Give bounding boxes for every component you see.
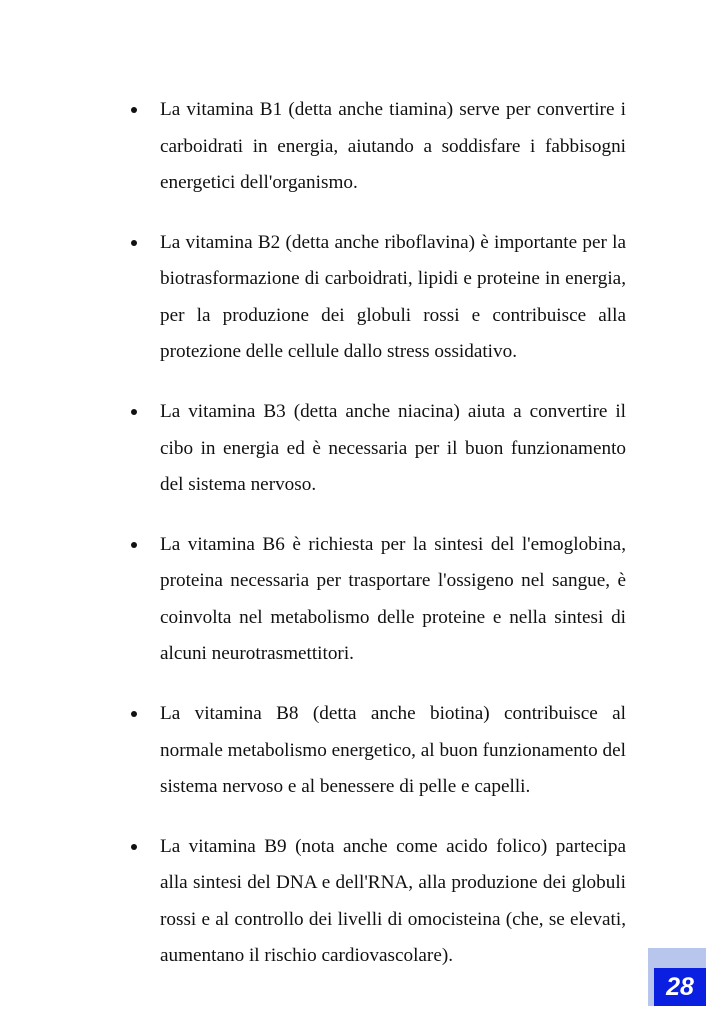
list-item-text: La vitamina B3 (detta anche niacina) aiuta a convertire il cibo in energia ed è necessaria per il buon funzionamento del sistema nervoso.	[160, 401, 626, 496]
bullet-icon	[128, 92, 140, 129]
page-number: 28	[666, 972, 694, 1001]
list-item-vitamin-b6	[128, 527, 626, 673]
bullet-icon	[128, 225, 140, 262]
list-item-text: La vitamina B8 (detta anche biotina) contribuisce al normale metabolismo energetico, al buon funzionamento del sistema nervoso e al benessere di pelle e capelli.	[160, 703, 626, 798]
list-item-vitamin-b1	[128, 92, 626, 202]
vitamin-bullet-list	[128, 92, 626, 998]
list-item-vitamin-b8	[128, 696, 626, 806]
list-item-vitamin-b3	[128, 394, 626, 504]
list-item-vitamin-b9	[128, 829, 626, 975]
list-item-text: La vitamina B1 (detta anche tiamina) serve per convertire i carboidrati in energia, aiutando a soddisfare i fabbisogni energetici dell'organismo.	[160, 99, 626, 193]
page-number-panel	[654, 968, 706, 1006]
bullet-icon	[128, 696, 140, 733]
bullet-icon	[128, 394, 140, 431]
bullet-icon	[128, 527, 140, 564]
page-number-badge	[648, 948, 706, 1006]
list-item-text: La vitamina B2 (detta anche riboflavina) è importante per la biotrasformazione di carboidrati, lipidi e proteine in energia, per la produzione dei globuli rossi e contribuisce alla protezione delle cellule dallo stress ossidativo.	[160, 231, 626, 363]
bullet-icon	[128, 829, 140, 866]
list-item-text: La vitamina B6 è richiesta per la sintesi del l'emoglobina, proteina necessaria per trasportare l'ossigeno nel sangue, è coinvolta nel metabolismo delle proteine e nella sintesi di alcuni neurotrasmettitori.	[160, 533, 626, 665]
list-item-text: La vitamina B9 (nota anche come acido folico) partecipa alla sintesi del DNA e dell'RNA, alla produzione dei globuli rossi e al controllo dei livelli di omocisteina (che, se elevati, aumentano il rischio cardiovascolare).	[160, 835, 626, 967]
list-item-vitamin-b2	[128, 225, 626, 371]
